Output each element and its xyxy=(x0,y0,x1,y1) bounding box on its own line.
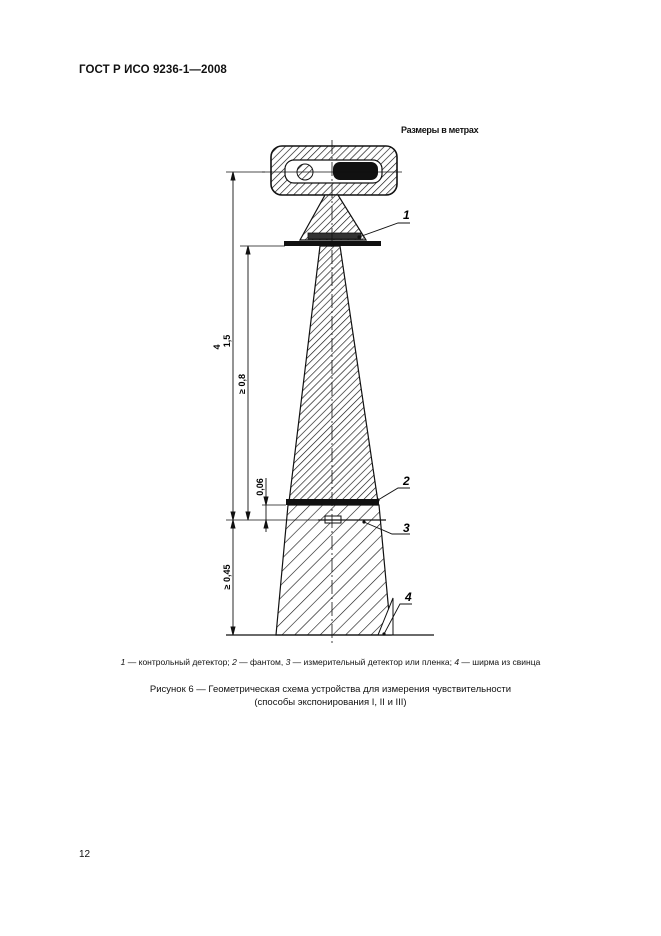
dim-total: 4 xyxy=(212,344,222,350)
dim-phantom-gap: 0,06 xyxy=(255,478,265,496)
beam-lower-cone xyxy=(276,505,391,635)
document-header: ГОСТ Р ИСО 9236-1—2008 xyxy=(79,64,227,76)
dim-source-distance: 1,5 xyxy=(222,334,232,348)
callout-1: 1 xyxy=(403,208,410,222)
callout-3: 3 xyxy=(403,521,410,535)
caption-title: Рисунок 6 — Геометрическая схема устройства для измерения чувствительности xyxy=(149,684,512,695)
dim-control-to-phantom: ≥ 0,8 xyxy=(237,374,247,394)
caption-subtitle: (способы экспонирования I, II и III) xyxy=(254,697,407,708)
page-number: 12 xyxy=(79,849,91,860)
legend-item-1: 1 — контрольный детектор; xyxy=(120,657,230,667)
figure-caption xyxy=(0,683,661,709)
dim-detector-to-floor: ≥ 0,45 xyxy=(222,564,232,590)
callout-4: 4 xyxy=(405,590,412,604)
phantom xyxy=(286,499,379,505)
beam-main-cone xyxy=(289,246,378,502)
legend-item-4: 4 — ширма из свинца xyxy=(454,657,541,667)
callout-2: 2 xyxy=(403,474,410,488)
units-note: Размеры в метрах xyxy=(401,125,479,135)
control-detector xyxy=(308,233,361,239)
legend-item-3: 3 — измерительный детектор или пленка; xyxy=(285,657,452,667)
collimator-plate xyxy=(284,241,381,246)
figure-legend xyxy=(0,657,661,667)
legend-item-2: 2 — фантом, xyxy=(232,657,284,667)
